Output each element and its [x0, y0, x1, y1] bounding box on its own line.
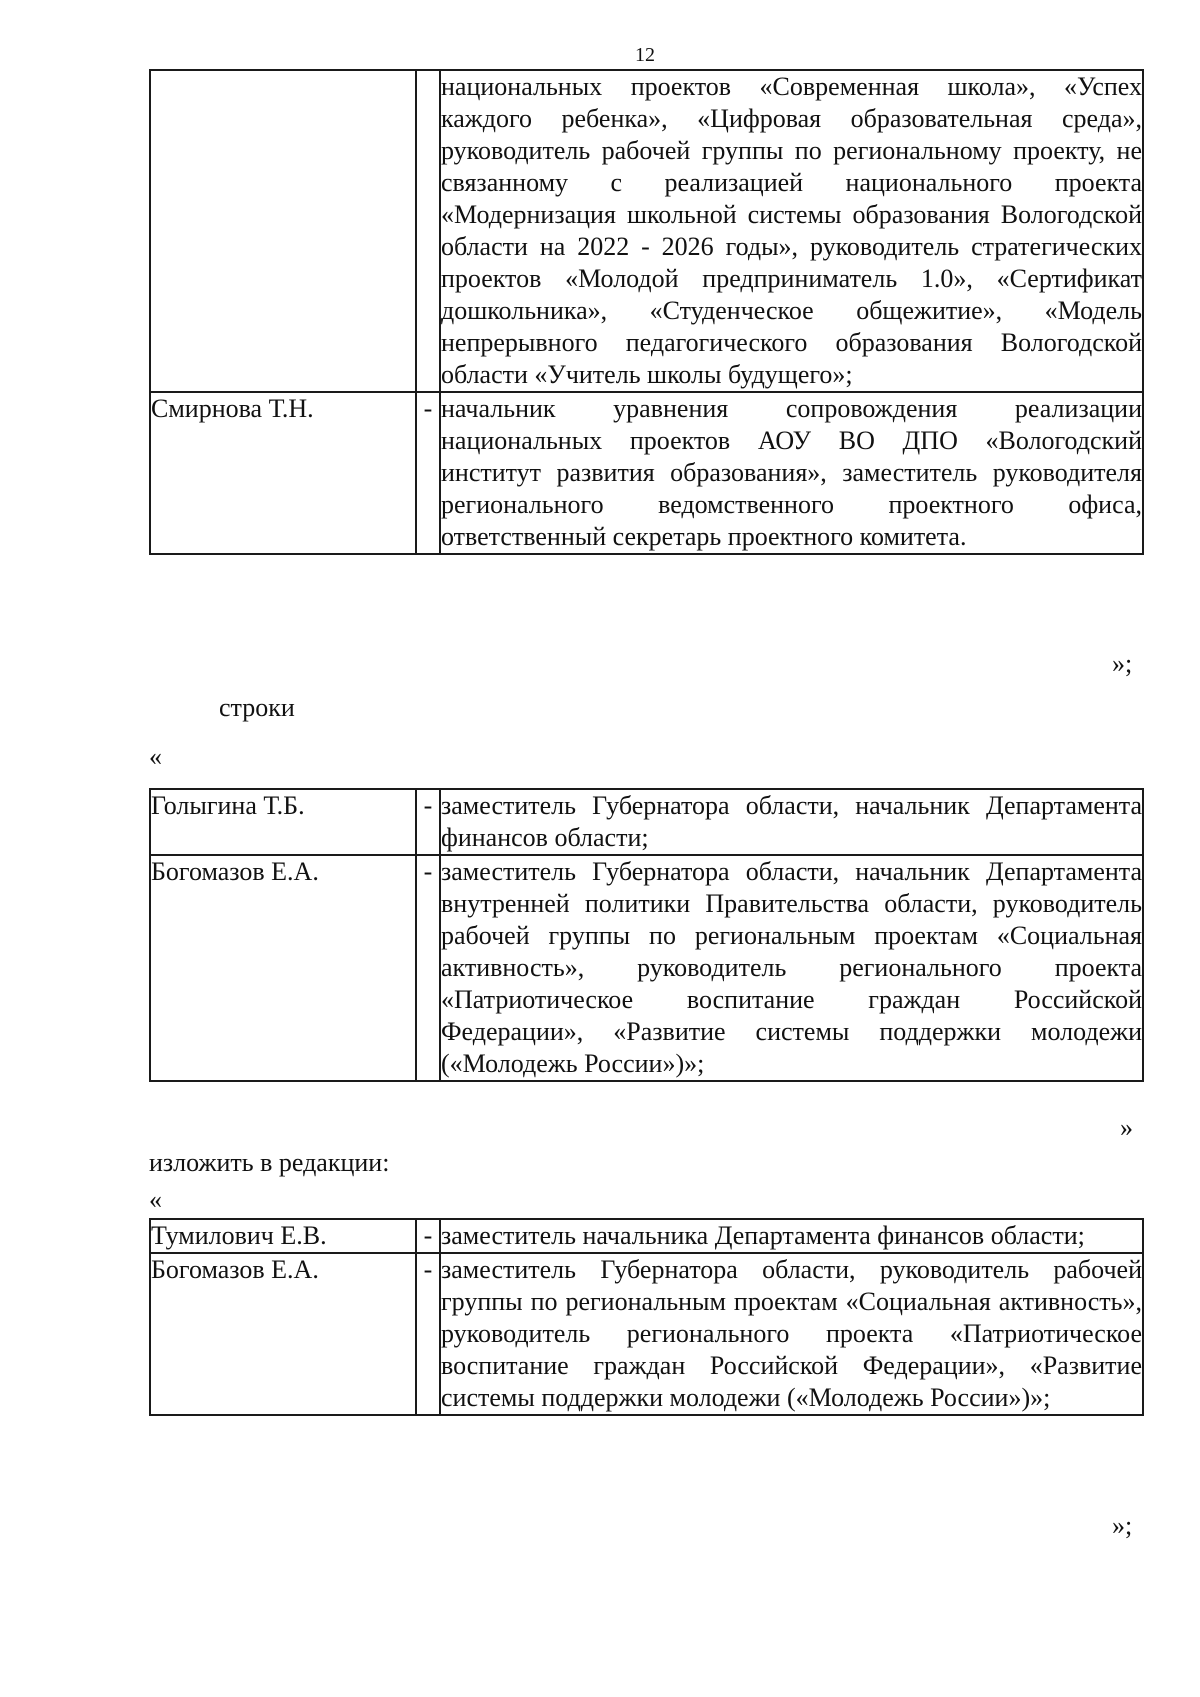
- table-row: [150, 789, 1143, 855]
- members-table-continued: [149, 69, 1144, 555]
- table-row: [150, 855, 1143, 1081]
- closing-quote: »;: [1112, 1511, 1133, 1540]
- member-name-cell: Богомазов Е.А.: [150, 855, 416, 1081]
- dash-cell: -: [416, 855, 440, 1081]
- dash-cell: -: [416, 1253, 440, 1415]
- member-role-cell: заместитель начальника Департамента финансов области;: [440, 1219, 1143, 1253]
- dash-cell: [416, 70, 440, 392]
- member-name-cell: Тумилович Е.В.: [150, 1219, 416, 1253]
- new-rows-table: [149, 1218, 1144, 1416]
- table-row: [150, 70, 1143, 392]
- closing-quote: »;: [1112, 649, 1133, 678]
- dash-cell: -: [416, 1219, 440, 1253]
- table-row: [150, 1253, 1143, 1415]
- member-role-cell: заместитель Губернатора области, начальник Департамента внутренней политики Правительства области, руководитель рабочей группы по региональным проектам «Социальная активность», руководитель регионального проекта «Патриотическое воспитание граждан Российской Федерации», «Развитие системы поддержки молодежи («Молодежь России»)»;: [440, 855, 1143, 1081]
- strings-label: строки: [219, 693, 295, 722]
- member-role-cell: начальник уравнения сопровождения реализации национальных проектов АОУ ВО ДПО «Вологодский институт развития образования», заместитель руководителя регионального ведомственного проектного офиса, ответственный секретарь проектного комитета.: [440, 392, 1143, 554]
- table-row: [150, 392, 1143, 554]
- opening-quote: «: [149, 742, 162, 771]
- old-rows-table: [149, 788, 1144, 1082]
- dash-cell: -: [416, 392, 440, 554]
- table-row: [150, 1219, 1143, 1253]
- page-number: 12: [635, 44, 655, 66]
- opening-quote: «: [149, 1185, 162, 1214]
- member-name-cell: [150, 70, 416, 392]
- member-role-cell: национальных проектов «Современная школа», «Успех каждого ребенка», «Цифровая образовательная среда», руководитель рабочей группы по региональному проекту, не связанному с реализацией национального проекта «Модернизация школьной системы образования Вологодской области на 2022 - 2026 годы», руководитель стратегических проектов «Молодой предприниматель 1.0», «Сертификат дошкольника», «Студенческое общежитие», «Модель непрерывного педагогического образования Вологодской области «Учитель школы будущего»;: [440, 70, 1143, 392]
- new-wording-label: изложить в редакции:: [149, 1148, 390, 1177]
- member-name-cell: Богомазов Е.А.: [150, 1253, 416, 1415]
- member-name-cell: Голыгина Т.Б.: [150, 789, 416, 855]
- member-name-cell: Смирнова Т.Н.: [150, 392, 416, 554]
- member-role-cell: заместитель Губернатора области, начальник Департамента финансов области;: [440, 789, 1143, 855]
- member-role-cell: заместитель Губернатора области, руководитель рабочей группы по региональным проектам «Социальная активность», руководитель регионального проекта «Патриотическое воспитание граждан Российской Федерации», «Развитие системы поддержки молодежи («Молодежь России»)»;: [440, 1253, 1143, 1415]
- dash-cell: -: [416, 789, 440, 855]
- closing-quote: »: [1120, 1113, 1133, 1142]
